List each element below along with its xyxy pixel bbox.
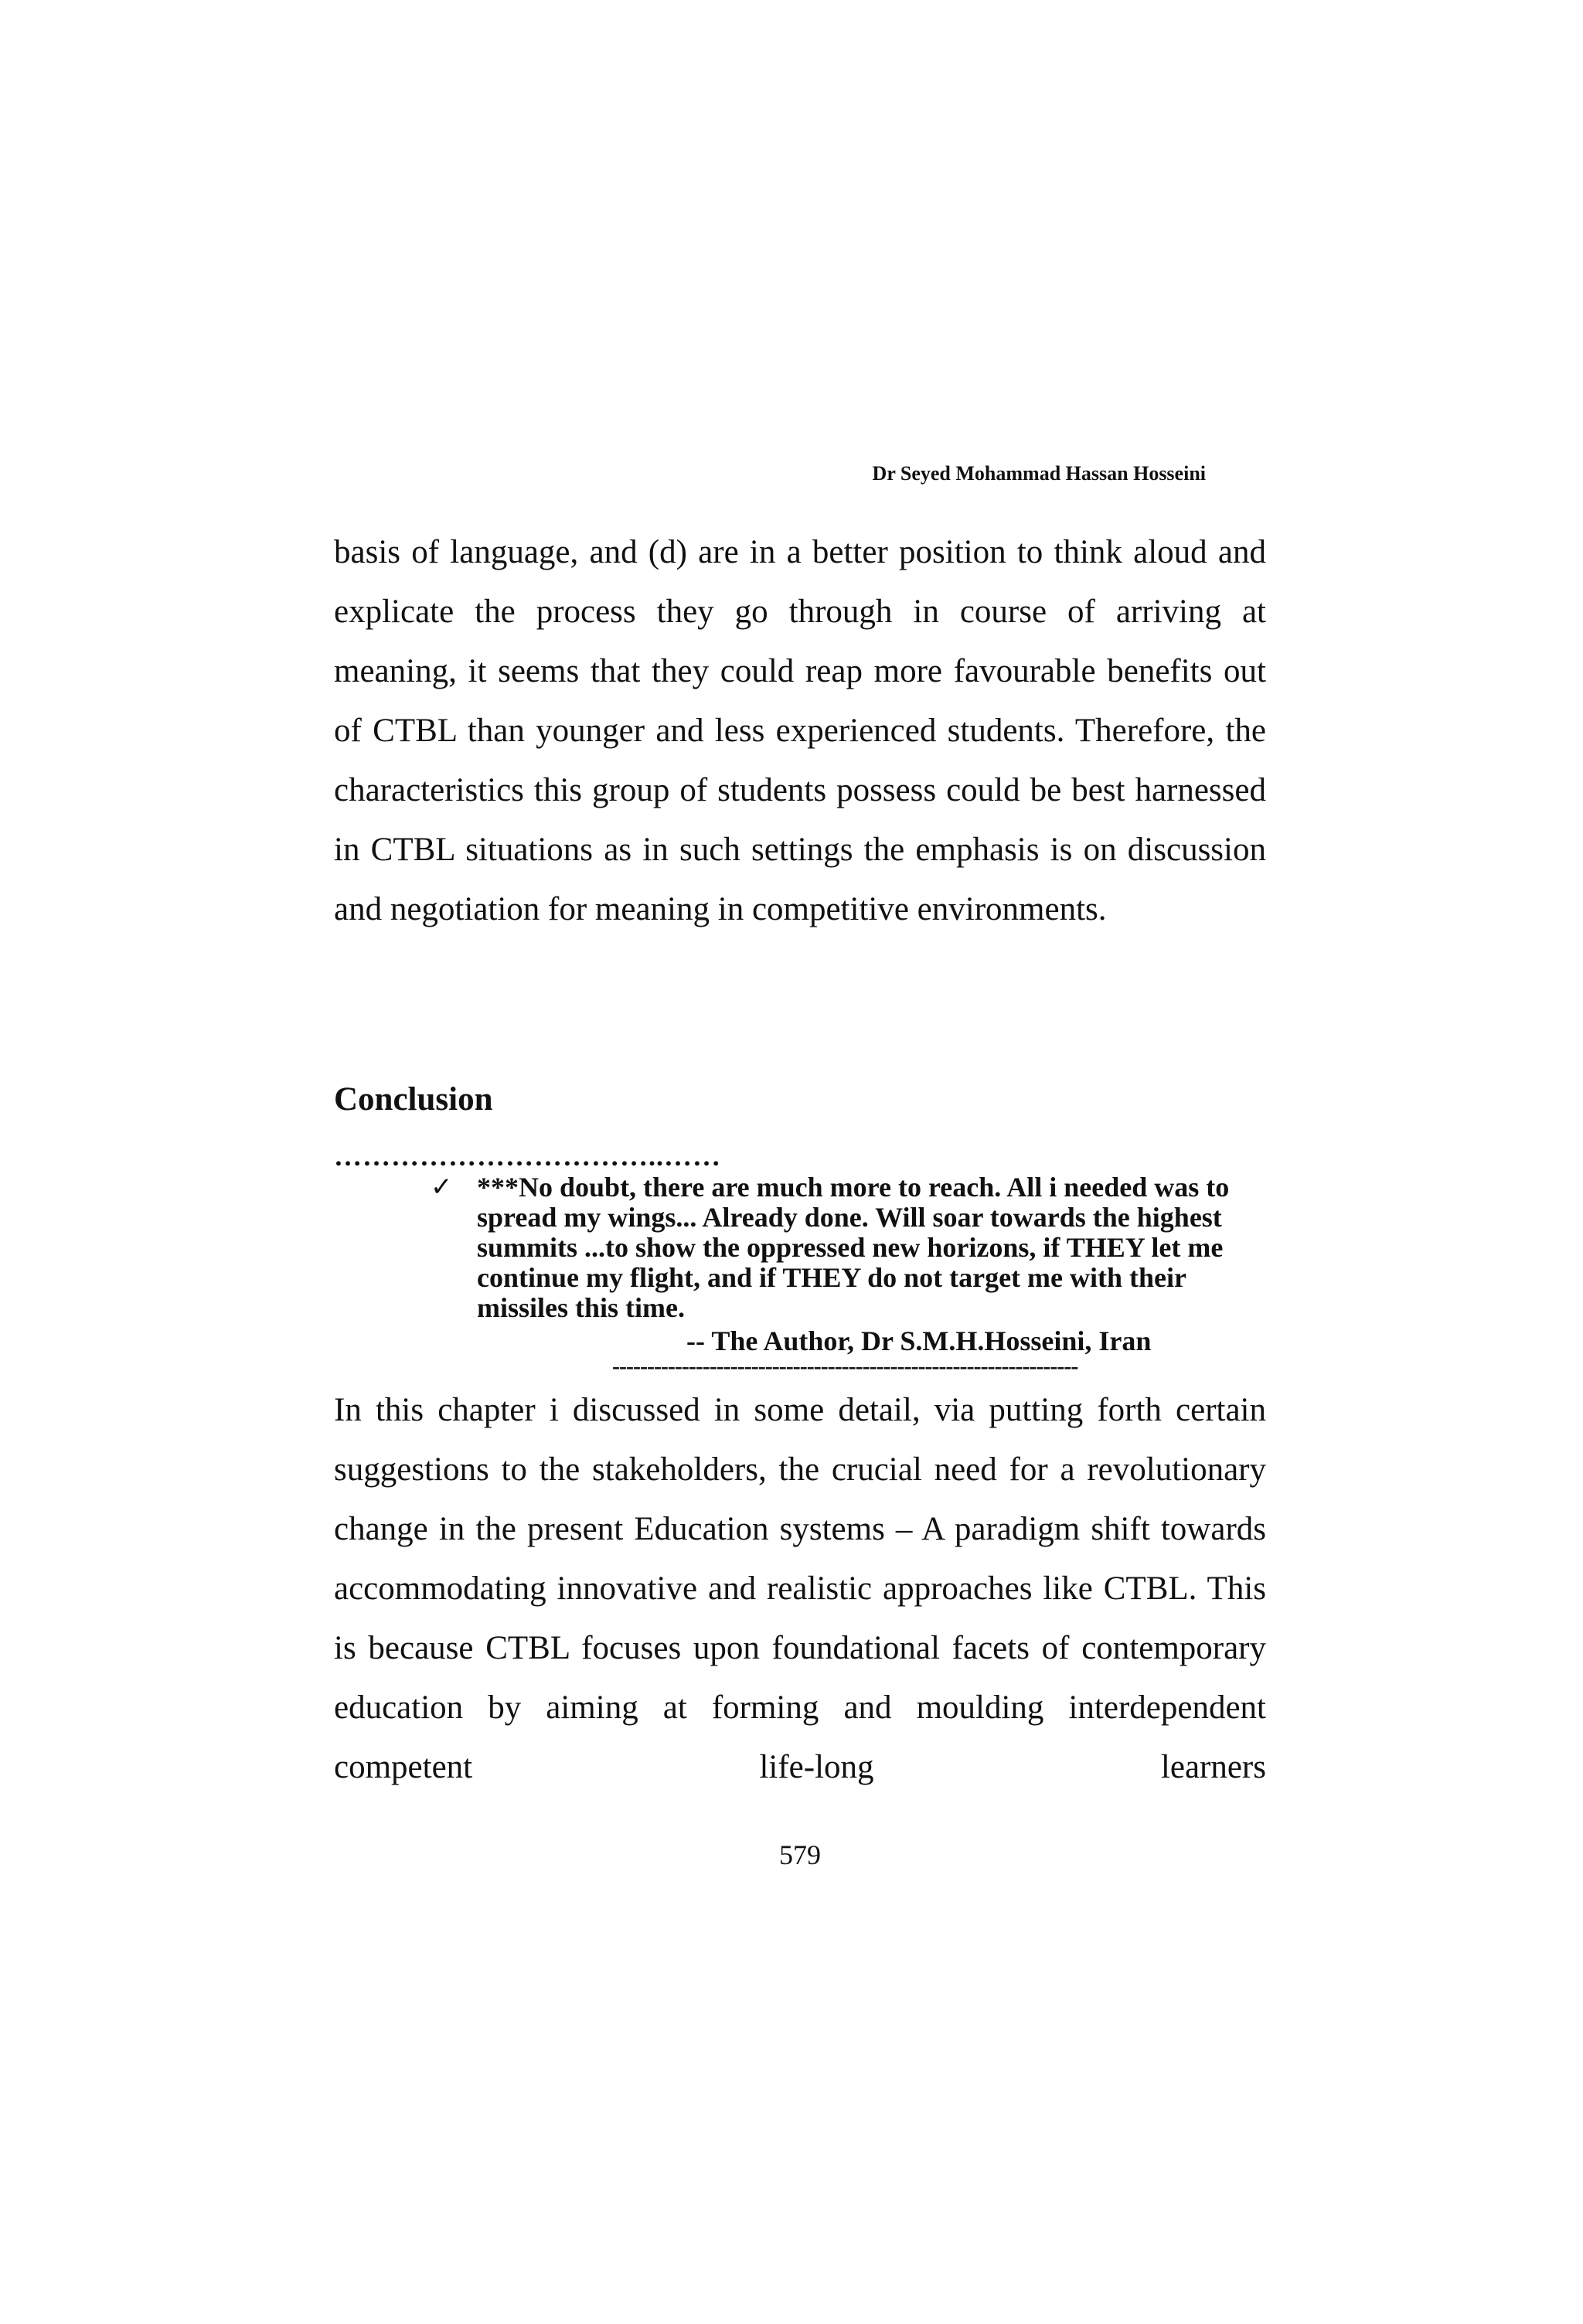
dotted-separator: ……………………………..…… (334, 1141, 721, 1172)
dashed-rule: ------------------------------------------------------------------- (612, 1355, 1078, 1378)
quote-attribution: -- The Author, Dr S.M.H.Hosseini, Iran (686, 1325, 1152, 1356)
quote-text: ***No doubt, there are much more to reach. All i needed was to spread my wings... Already done. Will soar towards the highest summits ...to show the oppressed new horizons, if THEY let me continue my flight, and if THEY do not target me with their missiles this time. (477, 1172, 1230, 1323)
check-icon: ✓ (431, 1172, 453, 1203)
running-header-author: Dr Seyed Mohammad Hassan Hosseini (872, 462, 1206, 485)
page-number: 579 (779, 1839, 821, 1870)
author-quote (431, 1172, 1265, 1323)
body-paragraph-1: basis of language, and (d) are in a better position to think aloud and explicate the process they go through in course of arriving at meaning, it seems that they could reap more favourable benefits out of CTBL than younger and less experienced students. Therefore, the characteristics this group of students possess could be best harnessed in CTBL situations as in such settings the emphasis is on discussion and negotiation for meaning in competitive environments. (334, 534, 1266, 927)
quote-row (431, 1172, 1265, 1323)
section-heading-conclusion: Conclusion (334, 1081, 493, 1118)
body-paragraph-2: In this chapter i discussed in some detail, via putting forth certain suggestions to the stakeholders, the crucial need for a revolutionary change in the present Education systems – A paradigm shift towards accommodating innovative and realistic approaches like CTBL. This is because CTBL focuses upon foundational facets of contemporary education by aiming at forming and moulding interdependent competent life-long learners (334, 1392, 1266, 1785)
